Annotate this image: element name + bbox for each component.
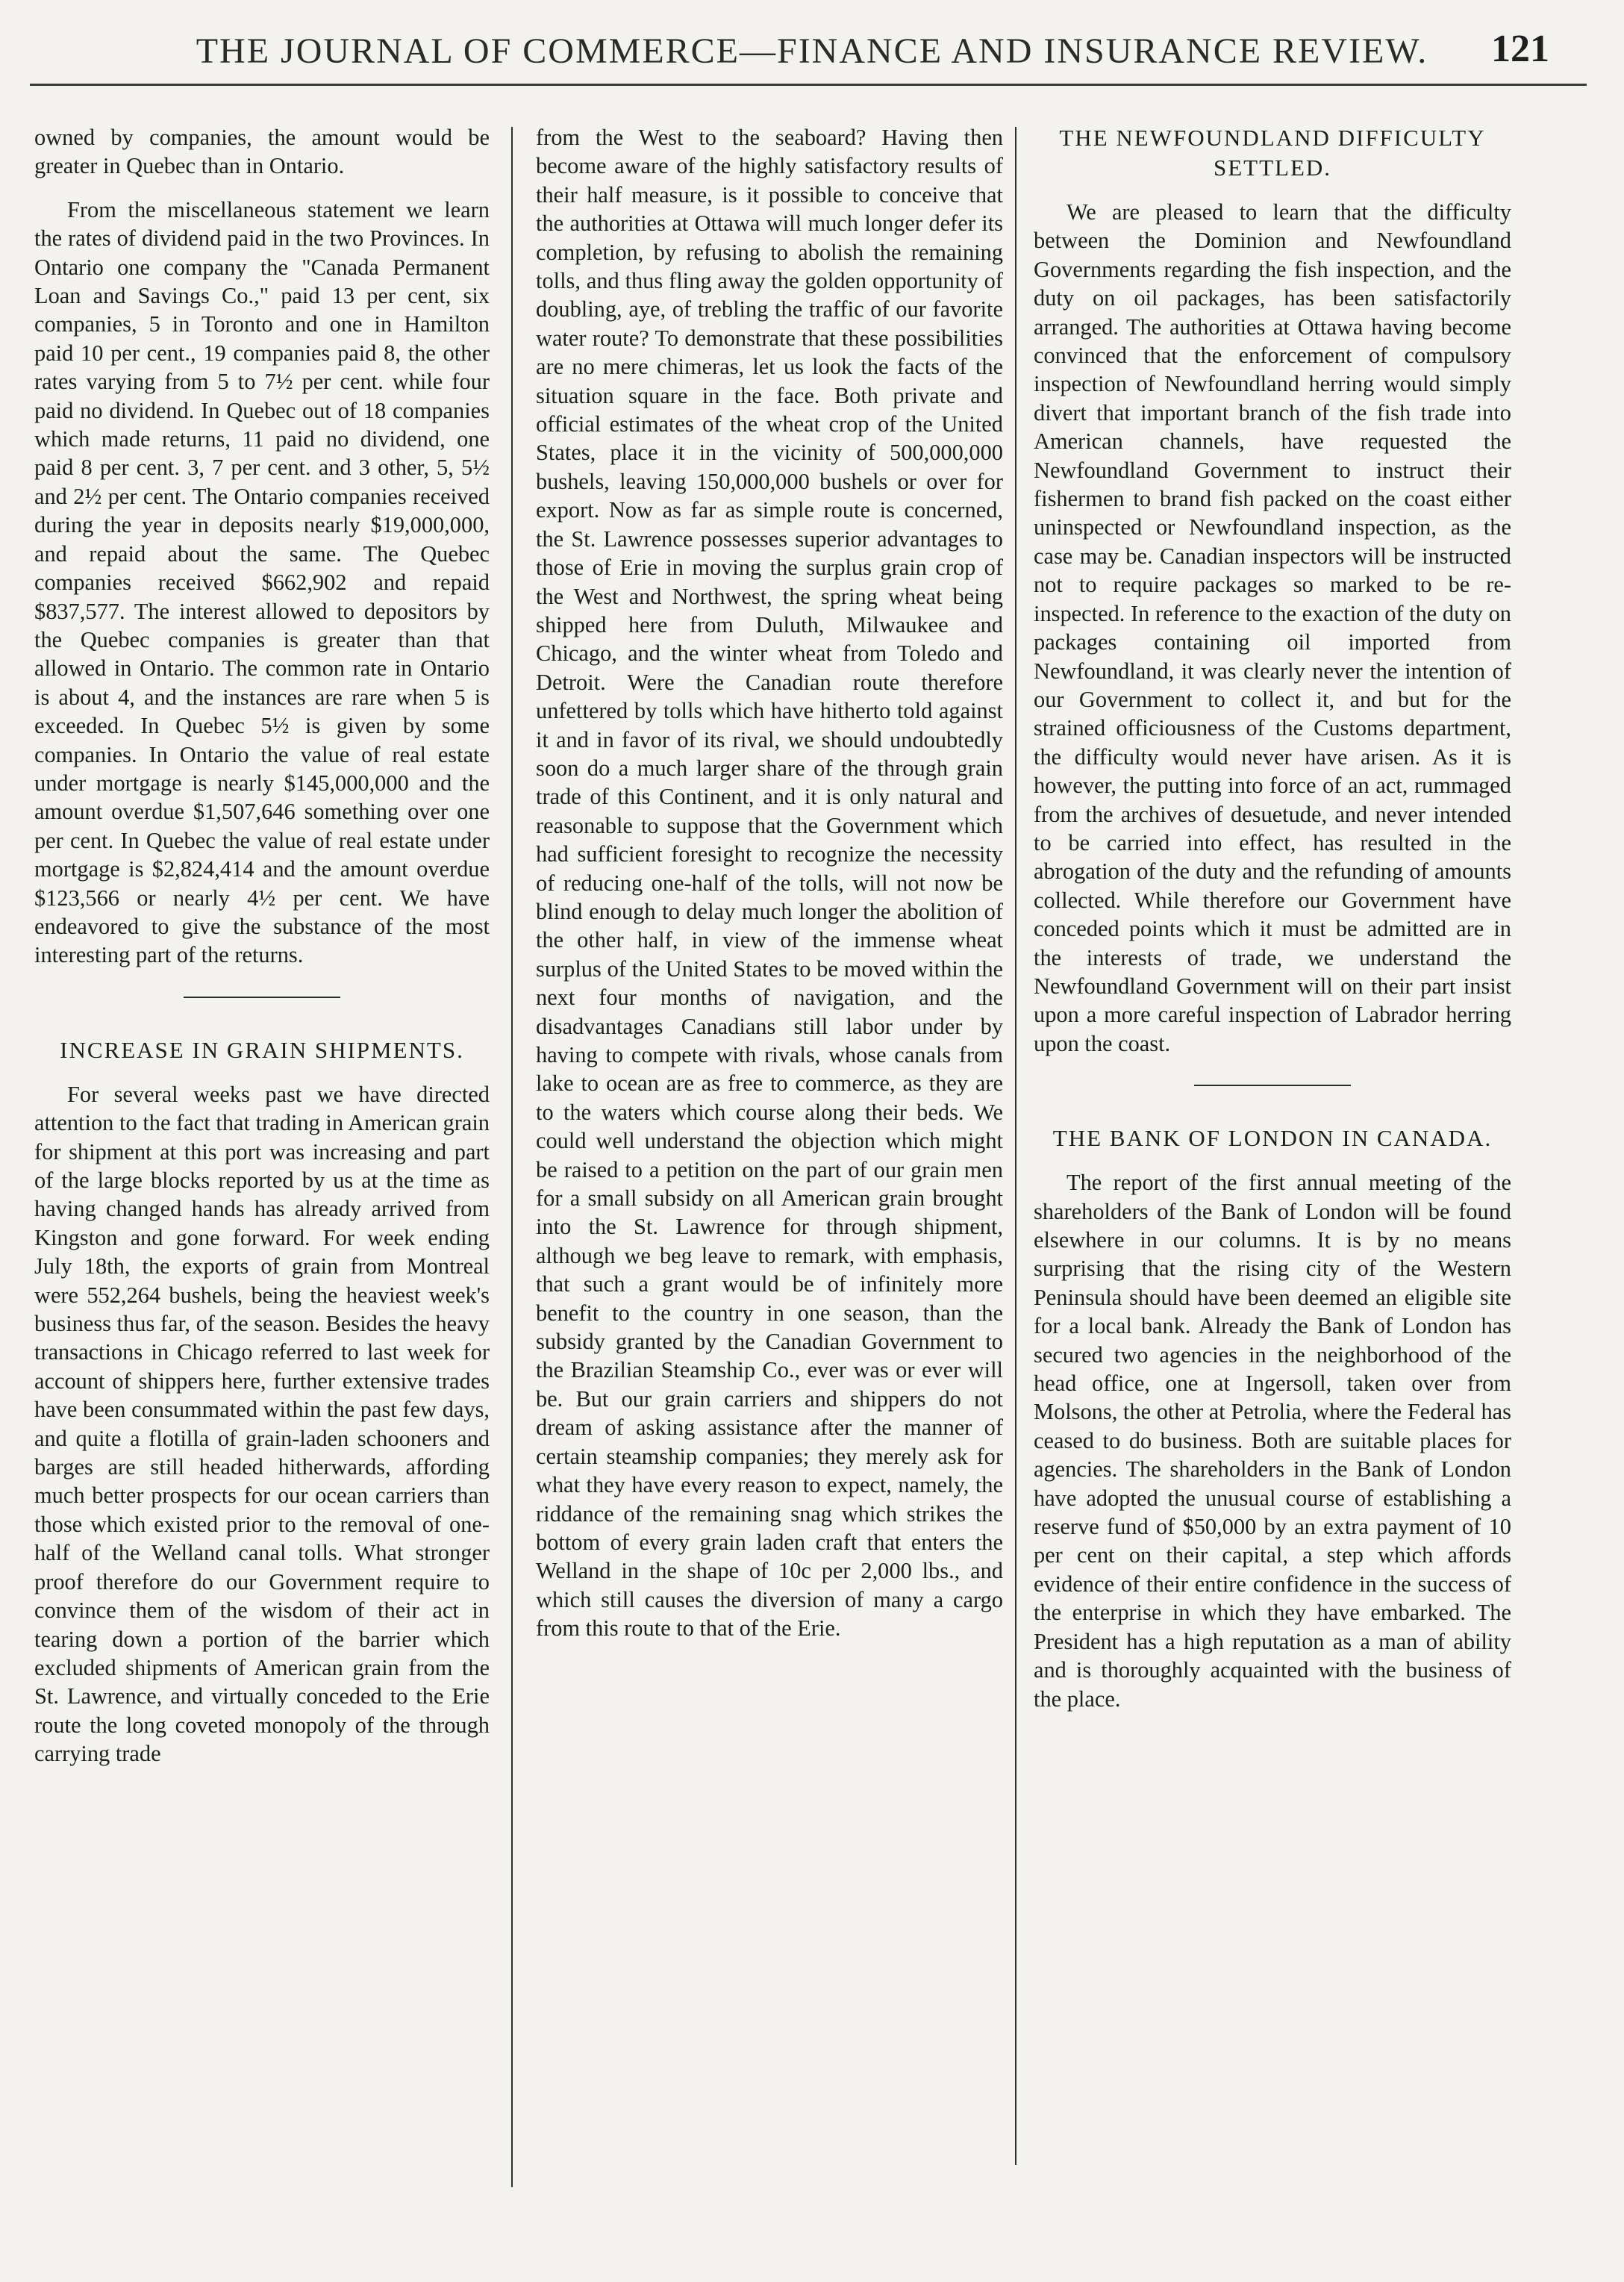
column-2 (536, 123, 1003, 1658)
newfoundland-heading: THE NEWFOUNDLAND DIFFICULTY SETTLED. (1059, 125, 1486, 181)
dividend-paragraph: From the miscellaneous statement we learn the rates of dividend paid in the two Provinces. In Ontario one company the "Canada Permanent Loan and Savings Co.," paid 13 per cent, six companies, 5 in Toronto and one in Hamilton paid 10 per cent., 19 companies paid 8, the other rates varying from 5 to 7½ per cent. while four paid no dividend. In Quebec out of 18 companies which made returns, 11 paid no dividend, one paid 8 per cent. 3, 7 per cent. and 3 other, 5, 5½ and 2½ per cent. The Ontario companies received during the year in deposits nearly $19,000,000, and repaid about the same. The Quebec companies received $662,902 and repaid $837,577. The interest allowed to depositors by the Quebec companies is greater than that allowed in Ontario. The common rate in Ontario is about 4, and the instances are rare when 5 is exceeded. In Quebec 5½ is given by some companies. In Ontario the value of real estate under mortgage is nearly $145,000,000 and the amount overdue $1,507,646 something over one per cent. In Quebec the value of real estate under mortgage is $2,824,414 and the amount overdue $123,566 or nearly 4½ per cent. We have endeavored to give the substance of the most interesting part of the returns. (34, 196, 490, 968)
bank-of-london-heading: THE BANK OF LONDON IN CANADA. (1052, 1125, 1493, 1152)
grain-shipments-paragraph: For several weeks past we have directed attention to the fact that trading in American grain for shipment at this port was increasing and part of the large blocks reported by us at the time as having changed hands has already arrived from Kingston and gone forward. For week ending July 18th, the exports of grain from Montreal were 552,264 bushels, being the heaviest week's business thus far, of the season. Besides the heavy transactions in Chicago referred to last week for account of shippers here, further extensive trades have been consummated within the past few days, and quite a flotilla of grain-laden schooners and barges are still headed hitherwards, affording much better prospects for our ocean carriers than those which existed prior to the removal of one-half of the Welland canal tolls. What stronger proof therefore do our Government require to convince them of the wisdom of their act in tearing down a portion of the barrier which excluded shipments of American grain from the St. Lawrence, and virtually conceded to the Erie route the long coveted monopoly of the through carrying trade (34, 1081, 490, 1767)
grain-shipments-continuation: from the West to the seaboard? Having then become aware of the highly satisfactory results of their half measure, is it possible to conceive that the authorities at Ottawa will much longer defer its completion, by refusing to abolish the remaining tolls, and thus fling away the golden opportunity of doubling, aye, of trebling the traffic of our favorite water route? To demonstrate that these possibilities are no mere chimeras, let us look the facts of the situation square in the face. Both private and official estimates of the wheat crop of the United States, place it in the vicinity of 500,000,000 bushels, leaving 150,000,000 bushels or over for export. Now as far as simple route is concerned, the St. Lawrence possesses superior advantages to those of Erie in moving the surplus grain crop of the West and Northwest, the spring wheat being shipped here from Duluth, Milwaukee and Chicago, and the winter wheat from Toledo and Detroit. Were the Canadian route therefore unfettered by tolls which have hitherto told against it and in favor of its rival, we should undoubtedly soon do a much larger share of the through grain trade of this Continent, and it is only natural and reasonable to suppose that the Government which had sufficient foresight to recognize the necessity of reducing one-half of the tolls, will not now be blind enough to delay much longer the abolition of the other half, in view of the immense wheat surplus of the United States to be moved within the next four months of navigation, and the disadvantages Canadians still labor under by having to compete with rivals, whose canals from lake to ocean are as free to commerce, as they are to the waters which course along their beds. We could well understand the objection which might be raised to a petition on the part of our grain men for a small subsidy on all American grain brought into the St. Lawrence for through shipment, although we beg leave to remark, with emphasis, that such a grant would be of infinitely more benefit to the country in one season, than the subsidy granted by the Canadian Government to the Brazilian Steamship Co., ever was or ever will be. But our grain carriers and shippers do not dream of asking assistance after the manner of certain steamship companies; they merely ask for what they have every reason to expect, namely, the riddance of the remaining snag which strikes the bottom of every grain laden craft that enters the Welland in the shape of 10c per 2,000 lbs., and which still causes the diversion of many a cargo from this route to that of the Erie. (536, 125, 1003, 1642)
grain-shipments-heading: INCREASE IN GRAIN SHIPMENTS. (60, 1036, 464, 1063)
section-divider (1194, 1085, 1351, 1086)
column-rule-2 (1015, 127, 1016, 2165)
header-rule (30, 84, 1587, 86)
page-number: 121 (1491, 28, 1549, 70)
column-3 (1034, 123, 1511, 1728)
newfoundland-paragraph: We are pleased to learn that the difficulty between the Dominion and Newfoundland Governments regarding the fish inspection, and the duty on oil packages, has been satisfactorily arranged. The authorities at Ottawa having become convinced that the enforcement of compulsory inspection of Newfoundland herring would simply divert that important branch of the fish trade into American channels, have requested the Newfoundland Government to instruct their fishermen to brand fish packed on the coast either uninspected or Newfoundland inspection, as the case may be. Canadian inspectors will be instructed not to require packages so marked to be re-inspected. In reference to the exaction of the duty on packages containing oil imported from Newfoundland, it was clearly never the intention of our Government to collect it, and but for the strained officiousness of the Customs department, the difficulty would never have arisen. As it is however, the putting into force of an act, rummaged from the archives of desuetude, and never intended to be carried into effect, has resulted in the abrogation of the duty and the refunding of amounts collected. While therefore our Government have conceded points which it must be admitted are in the interests of trade, we understand the Newfoundland Government will on their part insist upon a more careful inspection of Labrador herring upon the coast. (1034, 199, 1511, 1056)
column-1 (34, 123, 490, 1783)
section-divider (184, 997, 340, 998)
article-continuation-text: owned by companies, the amount would be greater in Quebec than in Ontario. (34, 125, 490, 179)
column-rule-1 (511, 127, 513, 2187)
page-header (30, 21, 1594, 81)
journal-title: THE JOURNAL OF COMMERCE—FINANCE AND INSURANCE REVIEW. (196, 31, 1428, 71)
bank-of-london-paragraph: The report of the first annual meeting of the shareholders of the Bank of London will be found elsewhere in our columns. It is by no means surprising that the rising city of the Western Peninsula should have been deemed an eligible site for a local bank. Already the Bank of London has secured two agencies in the neighborhood of the head office, one at Ingersoll, taken over from Molsons, the other at Petrolia, where the Federal has ceased to do business. Both are suitable places for agencies. The shareholders in the Bank of London have adopted the unusual course of establishing a reserve fund of $50,000 by an extra payment of 10 per cent on their capital, a step which affords evidence of their entire confidence in the success of the enterprise in which they have embarked. The President has a high reputation as a man of ability and is thoroughly acquainted with the business of the place. (1034, 1170, 1511, 1712)
